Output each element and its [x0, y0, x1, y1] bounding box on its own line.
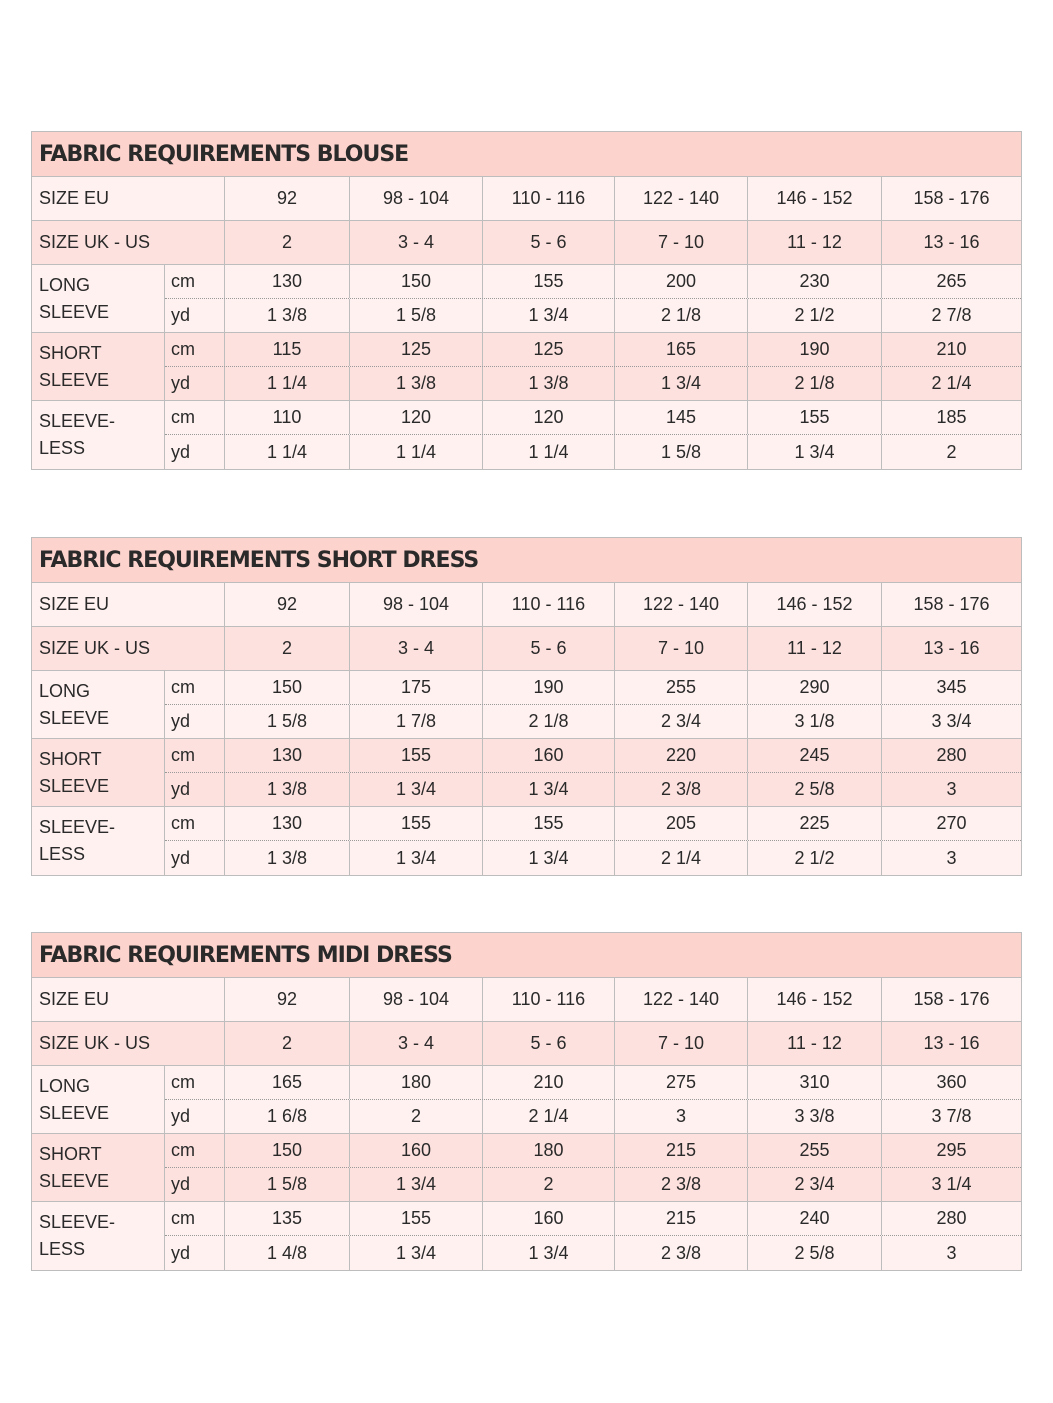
size-eu-cell: 158 - 176	[913, 989, 990, 1009]
value-cell: 150	[350, 265, 483, 298]
measurement-rows	[165, 333, 1021, 400]
value-cell: 1 3/8	[225, 299, 350, 333]
unit-label-cm: cm	[165, 807, 225, 840]
value-cell: 2 3/4	[748, 1168, 882, 1202]
measurement-rows	[165, 1202, 1021, 1270]
value-cell: 1 1/4	[350, 435, 483, 469]
value-cell: 1 3/8	[225, 773, 350, 807]
sleeve-type-line2: SLEEVE	[39, 1102, 110, 1123]
value-cell: 130	[225, 807, 350, 840]
value-cell: 1 4/8	[225, 1236, 350, 1270]
measurement-row-yd	[165, 1236, 1021, 1270]
value-cell: 2 5/8	[748, 1236, 882, 1270]
value-cell: 3 3/8	[748, 1100, 882, 1134]
value-cell: 345	[936, 676, 967, 697]
unit-label-yd: yd	[165, 1236, 225, 1270]
value-cell: 1 5/8	[225, 705, 350, 739]
sleeve-type-label	[32, 1066, 165, 1133]
measurement-row-yd	[165, 435, 1021, 469]
size-eu-label: SIZE EU	[32, 583, 225, 626]
value-cell: 120	[350, 401, 483, 434]
size-uk-cell: 11 - 12	[748, 1022, 882, 1065]
measurement-row-cm	[165, 739, 1021, 773]
value-cell: 220	[615, 739, 748, 772]
value-cell: 210	[936, 338, 967, 359]
value-cell: 160	[483, 739, 615, 772]
size-eu-cell: 122 - 140	[615, 978, 748, 1021]
unit-label-cm: cm	[165, 671, 225, 704]
measurement-rows	[165, 1066, 1021, 1133]
value-cell: 2 1/2	[748, 841, 882, 875]
size-uk-cell: 11 - 12	[748, 221, 882, 264]
sleeve-group	[32, 1066, 1021, 1134]
sleeve-type-line1: SLEEVE-	[39, 411, 116, 431]
size-eu-cell: 146 - 152	[748, 177, 882, 220]
size-eu-cell: 122 - 140	[615, 177, 748, 220]
unit-label-cm: cm	[165, 333, 225, 366]
size-uk-cell: 2	[225, 627, 350, 670]
value-cell: 3 1/4	[931, 1173, 972, 1194]
sleeve-group	[32, 671, 1021, 739]
value-cell: 155	[748, 401, 882, 434]
measurement-row-cm	[165, 1134, 1021, 1168]
value-cell: 115	[225, 333, 350, 366]
value-cell: 1 3/4	[615, 367, 748, 401]
size-eu-row	[32, 177, 1021, 221]
measurement-rows	[165, 265, 1021, 332]
size-eu-cell: 146 - 152	[748, 583, 882, 626]
sleeve-type-line1: LONG	[39, 274, 91, 295]
value-cell: 2 3/8	[615, 1168, 748, 1202]
value-cell: 155	[350, 1202, 483, 1235]
value-cell: 160	[483, 1202, 615, 1235]
table-title: FABRIC REQUIREMENTS MIDI DRESS	[32, 933, 1021, 978]
measurement-rows	[165, 739, 1021, 806]
value-cell: 280	[936, 1208, 967, 1228]
size-uk-cell: 7 - 10	[615, 221, 748, 264]
value-cell: 3 7/8	[931, 1105, 972, 1126]
table-title: FABRIC REQUIREMENTS SHORT DRESS	[32, 538, 1021, 583]
unit-label-yd: yd	[165, 1168, 225, 1202]
size-uk-cell: 2	[225, 221, 350, 264]
value-cell: 155	[350, 739, 483, 772]
size-uk-cell: 2	[225, 1022, 350, 1065]
value-cell: 295	[936, 1139, 967, 1160]
value-cell: 1 3/4	[483, 773, 615, 807]
size-uk-label: SIZE UK - US	[32, 1022, 225, 1065]
value-cell: 1 3/4	[350, 1168, 483, 1202]
value-cell: 155	[483, 807, 615, 840]
value-cell: 190	[483, 671, 615, 704]
value-cell: 210	[483, 1066, 615, 1099]
value-cell: 280	[936, 744, 967, 765]
size-eu-cell: 92	[225, 583, 350, 626]
size-uk-cell: 11 - 12	[748, 627, 882, 670]
size-eu-cell: 98 - 104	[350, 583, 483, 626]
measurement-row-yd	[165, 299, 1021, 333]
value-cell: 1 3/4	[350, 773, 483, 807]
size-eu-cell: 98 - 104	[350, 978, 483, 1021]
value-cell: 3 1/8	[748, 705, 882, 739]
value-cell: 1 6/8	[225, 1100, 350, 1134]
size-eu-cell: 122 - 140	[615, 583, 748, 626]
value-cell: 2 1/8	[483, 705, 615, 739]
size-eu-row	[32, 583, 1021, 627]
value-cell: 215	[615, 1202, 748, 1235]
sleeve-type-line1: SHORT	[39, 748, 102, 769]
table-title: FABRIC REQUIREMENTS BLOUSE	[32, 132, 1021, 177]
value-cell: 225	[748, 807, 882, 840]
sleeve-type-label	[32, 739, 165, 806]
unit-label-yd: yd	[165, 841, 225, 875]
value-cell: 275	[615, 1066, 748, 1099]
measurement-row-yd	[165, 367, 1021, 401]
sleeve-group	[32, 401, 1021, 469]
size-uk-row	[32, 221, 1021, 265]
value-cell: 1 3/4	[748, 435, 882, 469]
value-cell: 110	[225, 401, 350, 434]
sleeve-group	[32, 1202, 1021, 1270]
unit-label-cm: cm	[165, 401, 225, 434]
sleeve-type-label	[32, 265, 165, 332]
measurement-row-cm	[165, 671, 1021, 705]
sleeve-group	[32, 739, 1021, 807]
value-cell: 155	[350, 807, 483, 840]
value-cell: 360	[936, 1071, 967, 1092]
value-cell: 1 3/4	[350, 1236, 483, 1270]
value-cell: 270	[936, 813, 967, 833]
sleeve-type-label	[32, 333, 165, 400]
sleeve-type-line2: SLEEVE	[39, 707, 110, 728]
sleeve-type-line2: SLEEVE	[39, 369, 110, 390]
value-cell: 2 1/2	[748, 299, 882, 333]
value-cell: 135	[225, 1202, 350, 1235]
size-eu-label: SIZE EU	[32, 177, 225, 220]
unit-label-yd: yd	[165, 1100, 225, 1134]
value-cell: 150	[225, 1134, 350, 1167]
sleeve-group	[32, 333, 1021, 401]
sleeve-type-line1: LONG	[39, 680, 91, 701]
size-eu-cell: 110 - 116	[483, 177, 615, 220]
sleeve-type-line1: SHORT	[39, 1143, 102, 1164]
value-cell: 3	[946, 1242, 957, 1263]
sleeve-group	[32, 265, 1021, 333]
value-cell: 1 1/4	[225, 367, 350, 401]
value-cell: 1 3/8	[483, 367, 615, 401]
value-cell: 3	[946, 778, 957, 799]
value-cell: 310	[748, 1066, 882, 1099]
value-cell: 1 3/4	[483, 1236, 615, 1270]
value-cell: 180	[350, 1066, 483, 1099]
value-cell: 240	[748, 1202, 882, 1235]
value-cell: 2 3/4	[615, 705, 748, 739]
value-cell: 2	[350, 1100, 483, 1134]
value-cell: 2 3/8	[615, 1236, 748, 1270]
value-cell: 130	[225, 739, 350, 772]
value-cell: 1 3/4	[483, 299, 615, 333]
unit-label-cm: cm	[165, 739, 225, 772]
measurement-row-cm	[165, 333, 1021, 367]
unit-label-yd: yd	[165, 435, 225, 469]
value-cell: 2 7/8	[931, 304, 972, 325]
size-eu-label: SIZE EU	[32, 978, 225, 1021]
value-cell: 180	[483, 1134, 615, 1167]
value-cell: 1 1/4	[225, 435, 350, 469]
sleeve-type-label	[32, 1134, 165, 1201]
value-cell: 3 3/4	[931, 710, 972, 731]
size-eu-cell: 146 - 152	[748, 978, 882, 1021]
size-uk-cell: 13 - 16	[923, 1033, 980, 1053]
size-uk-row	[32, 1022, 1021, 1066]
measurement-rows	[165, 807, 1021, 875]
unit-label-cm: cm	[165, 1134, 225, 1167]
value-cell: 205	[615, 807, 748, 840]
size-eu-cell: 92	[225, 177, 350, 220]
size-uk-cell: 7 - 10	[615, 1022, 748, 1065]
measurement-row-cm	[165, 265, 1021, 299]
value-cell: 1 5/8	[350, 299, 483, 333]
unit-label-yd: yd	[165, 705, 225, 739]
size-uk-cell: 5 - 6	[483, 221, 615, 264]
unit-label-cm: cm	[165, 1202, 225, 1235]
value-cell: 155	[483, 265, 615, 298]
measurement-row-yd	[165, 841, 1021, 875]
size-eu-cell: 98 - 104	[350, 177, 483, 220]
value-cell: 3	[946, 847, 957, 868]
sleeve-type-label	[32, 671, 165, 738]
fabric-table-blouse	[31, 131, 1022, 470]
measurement-row-yd	[165, 773, 1021, 807]
value-cell: 2 1/8	[615, 299, 748, 333]
sleeve-type-line2: LESS	[39, 438, 86, 458]
size-eu-row	[32, 978, 1021, 1022]
sleeve-type-label	[32, 807, 165, 875]
value-cell: 265	[936, 270, 967, 291]
sleeve-type-line2: SLEEVE	[39, 775, 110, 796]
value-cell: 200	[615, 265, 748, 298]
value-cell: 2 1/4	[483, 1100, 615, 1134]
value-cell: 2 1/4	[931, 372, 972, 393]
unit-label-cm: cm	[165, 1066, 225, 1099]
measurement-rows	[165, 671, 1021, 738]
size-uk-cell: 3 - 4	[350, 221, 483, 264]
value-cell: 3	[615, 1100, 748, 1134]
value-cell: 125	[350, 333, 483, 366]
sleeve-type-line2: LESS	[39, 1239, 86, 1259]
value-cell: 1 1/4	[483, 435, 615, 469]
value-cell: 245	[748, 739, 882, 772]
measurement-row-yd	[165, 705, 1021, 739]
unit-label-yd: yd	[165, 367, 225, 401]
unit-label-cm: cm	[165, 265, 225, 298]
sleeve-type-line1: SLEEVE-	[39, 1212, 116, 1232]
sleeve-group	[32, 807, 1021, 875]
size-eu-cell: 158 - 176	[913, 188, 990, 208]
sleeve-group	[32, 1134, 1021, 1202]
measurement-row-cm	[165, 807, 1021, 841]
value-cell: 125	[483, 333, 615, 366]
size-eu-cell: 92	[225, 978, 350, 1021]
measurement-row-cm	[165, 1066, 1021, 1100]
size-uk-cell: 13 - 16	[923, 232, 980, 252]
sleeve-type-label	[32, 1202, 165, 1270]
fabric-table-midi-dress	[31, 932, 1022, 1271]
size-uk-cell: 7 - 10	[615, 627, 748, 670]
size-eu-cell: 110 - 116	[483, 583, 615, 626]
measurement-row-yd	[165, 1168, 1021, 1202]
value-cell: 120	[483, 401, 615, 434]
sleeve-type-line1: SLEEVE-	[39, 817, 116, 837]
measurement-rows	[165, 1134, 1021, 1201]
value-cell: 2 3/8	[615, 773, 748, 807]
value-cell: 255	[615, 671, 748, 704]
unit-label-yd: yd	[165, 773, 225, 807]
size-eu-cell: 110 - 116	[483, 978, 615, 1021]
sleeve-type-line2: SLEEVE	[39, 301, 110, 322]
value-cell: 1 3/8	[350, 367, 483, 401]
value-cell: 1 3/4	[483, 841, 615, 875]
measurement-rows	[165, 401, 1021, 469]
sleeve-type-line1: SHORT	[39, 342, 102, 363]
value-cell: 145	[615, 401, 748, 434]
value-cell: 165	[225, 1066, 350, 1099]
measurement-row-cm	[165, 1202, 1021, 1236]
value-cell: 190	[748, 333, 882, 366]
value-cell: 1 5/8	[225, 1168, 350, 1202]
fabric-table-short-dress	[31, 537, 1022, 876]
measurement-row-cm	[165, 401, 1021, 435]
value-cell: 2	[946, 441, 957, 462]
value-cell: 175	[350, 671, 483, 704]
value-cell: 2	[483, 1168, 615, 1202]
size-uk-row	[32, 627, 1021, 671]
sleeve-type-line1: LONG	[39, 1075, 91, 1096]
value-cell: 2 1/4	[615, 841, 748, 875]
value-cell: 160	[350, 1134, 483, 1167]
size-eu-cell: 158 - 176	[913, 594, 990, 614]
sleeve-type-line2: SLEEVE	[39, 1170, 110, 1191]
size-uk-cell: 5 - 6	[483, 627, 615, 670]
sleeve-type-line2: LESS	[39, 844, 86, 864]
value-cell: 1 3/4	[350, 841, 483, 875]
value-cell: 1 3/8	[225, 841, 350, 875]
value-cell: 1 7/8	[350, 705, 483, 739]
size-uk-cell: 3 - 4	[350, 627, 483, 670]
sleeve-type-label	[32, 401, 165, 469]
measurement-row-yd	[165, 1100, 1021, 1134]
value-cell: 1 5/8	[615, 435, 748, 469]
value-cell: 215	[615, 1134, 748, 1167]
size-uk-label: SIZE UK - US	[32, 221, 225, 264]
size-uk-cell: 3 - 4	[350, 1022, 483, 1065]
size-uk-cell: 5 - 6	[483, 1022, 615, 1065]
value-cell: 185	[936, 407, 967, 427]
value-cell: 130	[225, 265, 350, 298]
value-cell: 2 1/8	[748, 367, 882, 401]
value-cell: 290	[748, 671, 882, 704]
value-cell: 150	[225, 671, 350, 704]
size-uk-label: SIZE UK - US	[32, 627, 225, 670]
unit-label-yd: yd	[165, 299, 225, 333]
size-uk-cell: 13 - 16	[923, 638, 980, 658]
value-cell: 230	[748, 265, 882, 298]
value-cell: 165	[615, 333, 748, 366]
value-cell: 2 5/8	[748, 773, 882, 807]
value-cell: 255	[748, 1134, 882, 1167]
